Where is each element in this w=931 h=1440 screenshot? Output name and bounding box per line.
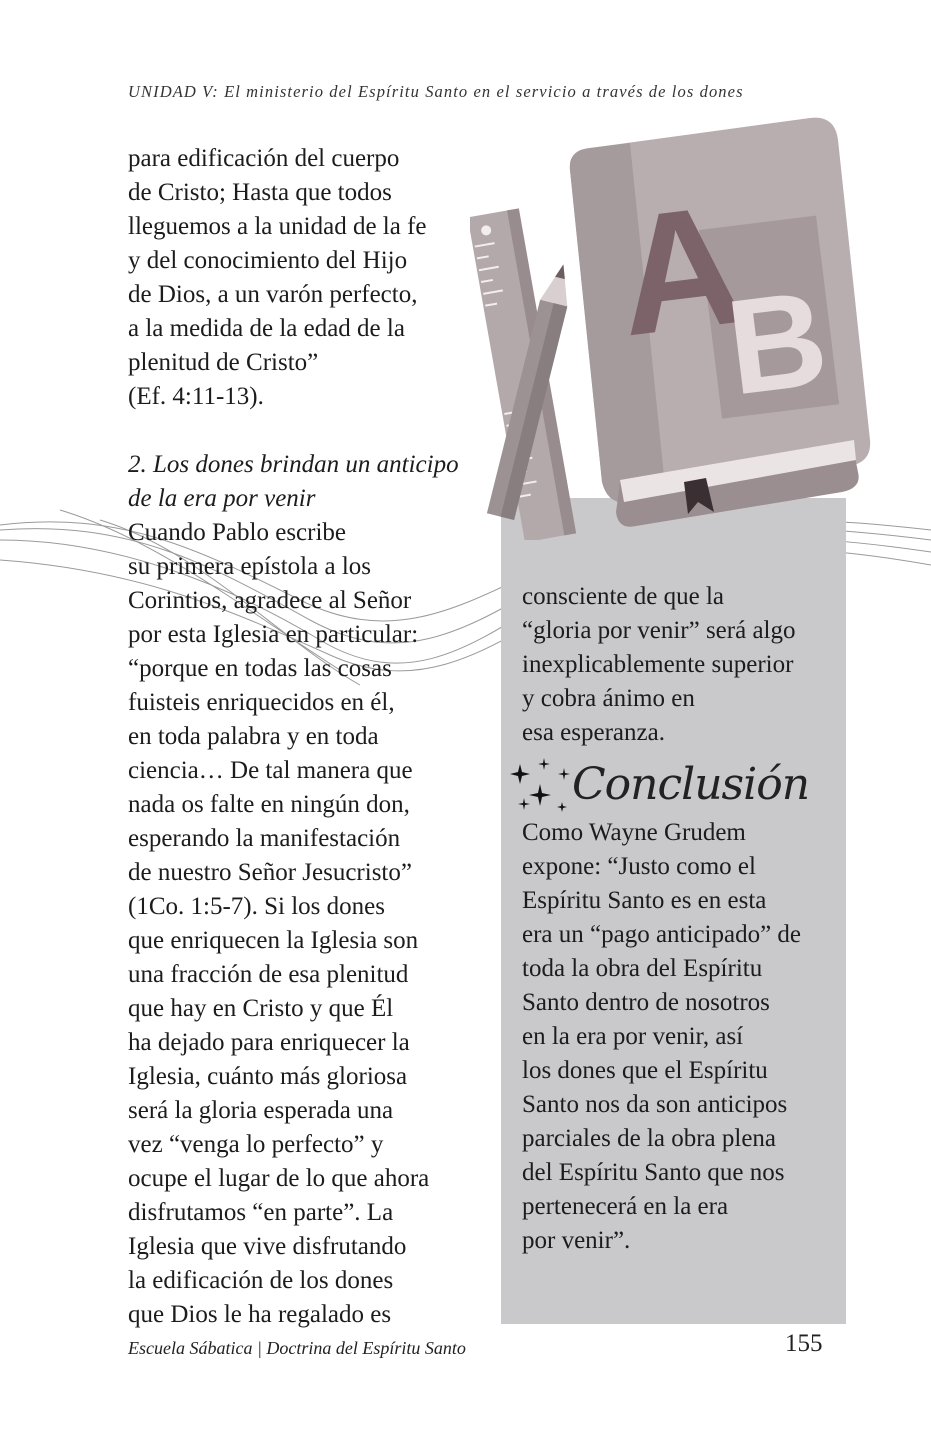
conclusion-title: Conclusión bbox=[572, 759, 810, 810]
footer-source: Escuela Sábatica | Doctrina del Espíritu Santo bbox=[128, 1338, 466, 1358]
text-line: una fracción de esa plenitud bbox=[128, 961, 409, 988]
subheading-line: de la era por venir bbox=[128, 485, 316, 512]
text-line: de Dios, a un varón perfecto, bbox=[128, 281, 418, 308]
text-line: a la medida de la edad de la bbox=[128, 315, 405, 342]
text-line: y del conocimiento del Hijo bbox=[128, 247, 408, 274]
text-line: los dones que el Espíritu bbox=[522, 1057, 768, 1084]
text-line: “porque en todas las cosas bbox=[128, 655, 392, 682]
left-column bbox=[128, 142, 478, 1332]
text-line: será la gloria esperada una bbox=[128, 1097, 394, 1124]
text-line: de Cristo; Hasta que todos bbox=[128, 179, 392, 206]
text-line: (Ef. 4:11-13). bbox=[128, 383, 264, 410]
text-line: de nuestro Señor Jesucristo” bbox=[128, 859, 412, 886]
sparkle-icon bbox=[506, 758, 576, 820]
text-line: era un “pago anticipado” de bbox=[522, 921, 802, 948]
text-line: para edificación del cuerpo bbox=[128, 145, 400, 172]
text-line: esa esperanza. bbox=[522, 719, 665, 746]
conclusion-body bbox=[522, 816, 842, 1258]
book-letter-a: A bbox=[607, 168, 753, 373]
paragraph-scripture-ending bbox=[128, 142, 478, 414]
page-number: 155 bbox=[785, 1330, 823, 1357]
text-line: lleguemos a la unidad de la fe bbox=[128, 213, 427, 240]
text-line: Iglesia que vive disfrutando bbox=[128, 1233, 407, 1260]
text-line: “gloria por venir” será algo bbox=[522, 617, 796, 644]
text-line: Como Wayne Grudem bbox=[522, 819, 746, 846]
sidebar-continuation bbox=[522, 580, 842, 750]
text-line: del Espíritu Santo que nos bbox=[522, 1159, 785, 1186]
running-header: UNIDAD V: El ministerio del Espíritu Santo en el servicio a través de los dones bbox=[128, 82, 744, 101]
text-line: Cuando Pablo escribe bbox=[128, 519, 347, 546]
text-line: Santo dentro de nosotros bbox=[522, 989, 770, 1016]
text-line: parciales de la obra plena bbox=[522, 1125, 777, 1152]
text-line: ha dejado para enriquecer la bbox=[128, 1029, 410, 1056]
text-line: que hay en Cristo y que Él bbox=[128, 995, 394, 1022]
text-line: Espíritu Santo es en esta bbox=[522, 887, 767, 914]
text-line: consciente de que la bbox=[522, 583, 724, 610]
text-line: Corintios, agradece al Señor bbox=[128, 587, 412, 614]
text-line: ocupe el lugar de lo que ahora bbox=[128, 1165, 430, 1192]
text-line: y cobra ánimo en bbox=[522, 685, 695, 712]
text-line: por venir”. bbox=[522, 1227, 631, 1254]
text-line: en toda palabra y en toda bbox=[128, 723, 379, 750]
text-line: que enriquecen la Iglesia son bbox=[128, 927, 419, 954]
text-line: nada os falte en ningún don, bbox=[128, 791, 410, 818]
text-line: inexplicablemente superior bbox=[522, 651, 794, 678]
text-line: expone: “Justo como el bbox=[522, 853, 756, 880]
text-line: la edificación de los dones bbox=[128, 1267, 394, 1294]
text-line: plenitud de Cristo” bbox=[128, 349, 319, 376]
book-illustration bbox=[470, 110, 890, 540]
text-line: por esta Iglesia en particular: bbox=[128, 621, 419, 648]
subheading-line: 2. Los dones brindan un anticipo bbox=[128, 451, 459, 478]
text-line: en la era por venir, así bbox=[522, 1023, 744, 1050]
paragraph-pablo bbox=[128, 516, 478, 1332]
text-line: pertenecerá en la era bbox=[522, 1193, 729, 1220]
text-line: toda la obra del Espíritu bbox=[522, 955, 763, 982]
book-letter-b: B bbox=[719, 261, 835, 424]
text-line: vez “venga lo perfecto” y bbox=[128, 1131, 384, 1158]
text-line: que Dios le ha regalado es bbox=[128, 1301, 392, 1328]
text-line: esperando la manifestación bbox=[128, 825, 401, 852]
text-line: ciencia… De tal manera que bbox=[128, 757, 413, 784]
section-subheading bbox=[128, 448, 478, 516]
text-line: su primera epístola a los bbox=[128, 553, 371, 580]
text-line: (1Co. 1:5-7). Si los dones bbox=[128, 893, 385, 920]
text-line: Santo nos da son anticipos bbox=[522, 1091, 788, 1118]
text-line: disfrutamos “en parte”. La bbox=[128, 1199, 394, 1226]
text-line: fuisteis enriquecidos en él, bbox=[128, 689, 395, 716]
text-line: Iglesia, cuánto más gloriosa bbox=[128, 1063, 408, 1090]
conclusion-heading bbox=[506, 758, 836, 820]
